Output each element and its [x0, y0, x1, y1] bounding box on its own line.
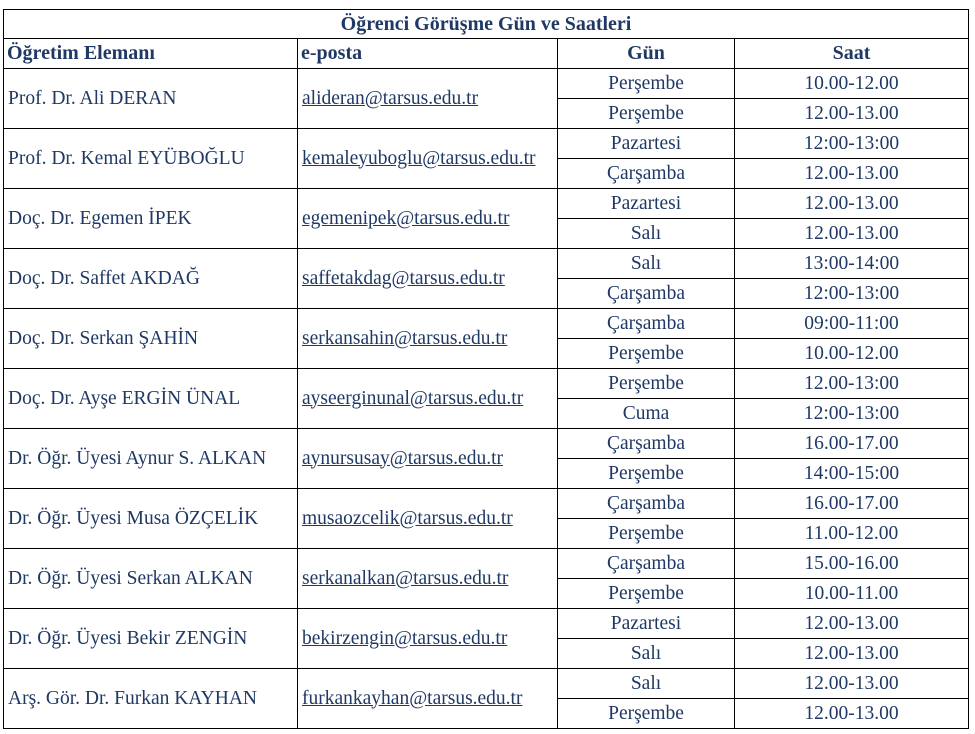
day-cell: Çarşamba [558, 279, 735, 309]
time-cell: 10.00-12.00 [735, 69, 969, 99]
email-link[interactable]: aynursusay@tarsus.edu.tr [302, 447, 503, 469]
time-cell: 11.00-12.00 [735, 519, 969, 549]
time-cell: 16.00-17.00 [735, 489, 969, 519]
time-cell: 12:00-13:00 [735, 279, 969, 309]
email-cell [298, 69, 558, 129]
table-title: Öğrenci Görüşme Gün ve Saatleri [4, 10, 969, 39]
day-cell: Perşembe [558, 579, 735, 609]
day-cell: Salı [558, 249, 735, 279]
table-body [4, 10, 969, 729]
time-cell: 12.00-13.00 [735, 219, 969, 249]
time-cell: 09:00-11:00 [735, 309, 969, 339]
email-cell [298, 549, 558, 609]
email-cell [298, 189, 558, 249]
title-row [4, 10, 969, 39]
time-cell: 12:00-13:00 [735, 399, 969, 429]
table-row [4, 249, 969, 279]
table-row [4, 429, 969, 459]
instructor-name: Doç. Dr. Ayşe ERGİN ÜNAL [4, 369, 298, 429]
day-cell: Salı [558, 669, 735, 699]
time-cell: 12.00-13.00 [735, 99, 969, 129]
header-time: Saat [735, 39, 969, 69]
day-cell: Perşembe [558, 339, 735, 369]
instructor-name: Dr. Öğr. Üyesi Aynur S. ALKAN [4, 429, 298, 489]
time-cell: 12.00-13:00 [735, 369, 969, 399]
header-instructor: Öğretim Elemanı [4, 39, 298, 69]
time-cell: 12.00-13.00 [735, 159, 969, 189]
instructor-name: Dr. Öğr. Üyesi Bekir ZENGİN [4, 609, 298, 669]
table-row [4, 369, 969, 399]
time-cell: 13:00-14:00 [735, 249, 969, 279]
instructor-name: Prof. Dr. Kemal EYÜBOĞLU [4, 129, 298, 189]
office-hours-table [3, 9, 969, 729]
table-row [4, 189, 969, 219]
instructor-name: Dr. Öğr. Üyesi Musa ÖZÇELİK [4, 489, 298, 549]
email-link[interactable]: bekirzengin@tarsus.edu.tr [302, 627, 508, 649]
instructor-name: Prof. Dr. Ali DERAN [4, 69, 298, 129]
email-link[interactable]: egemenipek@tarsus.edu.tr [302, 207, 510, 229]
time-cell: 12:00-13:00 [735, 129, 969, 159]
email-link[interactable]: serkansahin@tarsus.edu.tr [302, 327, 508, 349]
email-link[interactable]: serkanalkan@tarsus.edu.tr [302, 567, 509, 589]
day-cell: Perşembe [558, 459, 735, 489]
email-cell [298, 129, 558, 189]
time-cell: 12.00-13.00 [735, 609, 969, 639]
table-row [4, 609, 969, 639]
email-cell [298, 249, 558, 309]
day-cell: Çarşamba [558, 309, 735, 339]
email-cell [298, 669, 558, 729]
day-cell: Pazartesi [558, 609, 735, 639]
day-cell: Perşembe [558, 69, 735, 99]
table-row [4, 129, 969, 159]
email-link[interactable]: alideran@tarsus.edu.tr [302, 87, 479, 109]
day-cell: Cuma [558, 399, 735, 429]
time-cell: 12.00-13.00 [735, 639, 969, 669]
time-cell: 10.00-11.00 [735, 579, 969, 609]
instructor-name: Arş. Gör. Dr. Furkan KAYHAN [4, 669, 298, 729]
instructor-name: Doç. Dr. Egemen İPEK [4, 189, 298, 249]
email-cell [298, 429, 558, 489]
table-row [4, 69, 969, 99]
email-link[interactable]: musaozcelik@tarsus.edu.tr [302, 507, 513, 529]
day-cell: Perşembe [558, 699, 735, 729]
day-cell: Salı [558, 639, 735, 669]
header-row [4, 39, 969, 69]
email-cell [298, 309, 558, 369]
day-cell: Pazartesi [558, 129, 735, 159]
instructor-name: Doç. Dr. Serkan ŞAHİN [4, 309, 298, 369]
email-link[interactable]: kemaleyuboglu@tarsus.edu.tr [302, 147, 536, 169]
email-cell [298, 489, 558, 549]
time-cell: 14:00-15:00 [735, 459, 969, 489]
day-cell: Perşembe [558, 519, 735, 549]
day-cell: Perşembe [558, 99, 735, 129]
table-row [4, 669, 969, 699]
time-cell: 10.00-12.00 [735, 339, 969, 369]
email-cell [298, 369, 558, 429]
instructor-name: Doç. Dr. Saffet AKDAĞ [4, 249, 298, 309]
time-cell: 12.00-13.00 [735, 189, 969, 219]
email-link[interactable]: furkankayhan@tarsus.edu.tr [302, 687, 523, 709]
table-row [4, 489, 969, 519]
time-cell: 15.00-16.00 [735, 549, 969, 579]
email-link[interactable]: ayseerginunal@tarsus.edu.tr [302, 387, 524, 409]
day-cell: Pazartesi [558, 189, 735, 219]
table-row [4, 549, 969, 579]
header-day: Gün [558, 39, 735, 69]
instructor-name: Dr. Öğr. Üyesi Serkan ALKAN [4, 549, 298, 609]
email-cell [298, 609, 558, 669]
day-cell: Çarşamba [558, 489, 735, 519]
time-cell: 12.00-13.00 [735, 699, 969, 729]
day-cell: Çarşamba [558, 159, 735, 189]
time-cell: 16.00-17.00 [735, 429, 969, 459]
email-link[interactable]: saffetakdag@tarsus.edu.tr [302, 267, 505, 289]
day-cell: Çarşamba [558, 549, 735, 579]
table-row [4, 309, 969, 339]
day-cell: Çarşamba [558, 429, 735, 459]
day-cell: Perşembe [558, 369, 735, 399]
time-cell: 12.00-13.00 [735, 669, 969, 699]
header-email: e-posta [298, 39, 558, 69]
day-cell: Salı [558, 219, 735, 249]
